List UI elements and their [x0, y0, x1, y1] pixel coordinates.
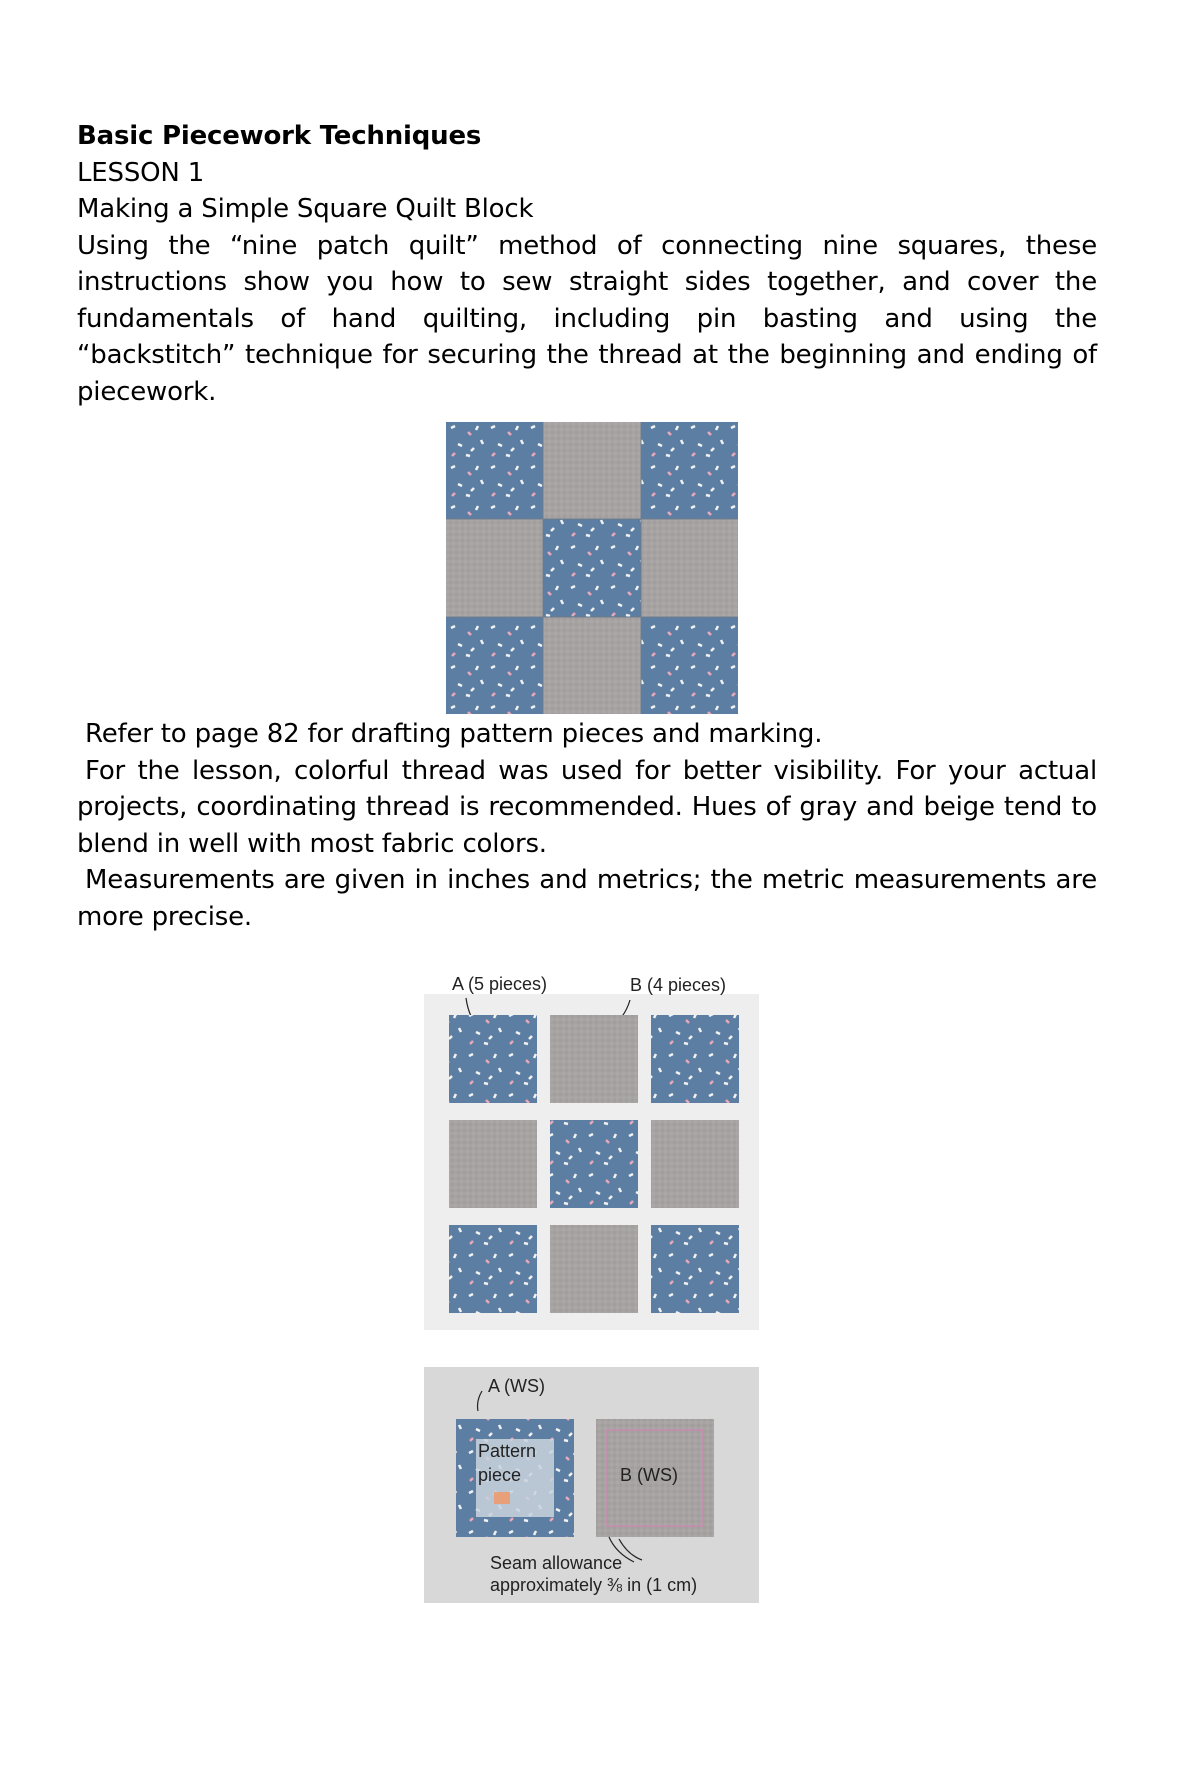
notes-block: [77, 716, 1097, 935]
label-b-ws: B (WS): [620, 1465, 678, 1485]
label-seam-line2: approximately ⅜ in (1 cm): [490, 1575, 698, 1595]
note-thread: For the lesson, colorful thread was used for better visibility. For your actual projects, coordinating thread is recommended. Hues of gray and beige tend to blend in well with most fabric colors.: [77, 755, 1097, 859]
page-title: Basic Piecework Techniques: [77, 121, 482, 151]
label-pattern-line1: Pattern: [478, 1441, 537, 1461]
intro-paragraph: Using the “nine patch quilt” method of connecting nine squares, these instructions show you how to sew straight sides together, and cover the fundamentals of hand quilting, including pin basting and using the “backstitch” technique for securing the thread at the beginning and ending of piecework.: [77, 230, 1097, 407]
note-measurements: Measurements are given in inches and metrics; the metric measurements are more precise.: [77, 865, 1097, 932]
header-block: [77, 118, 1097, 410]
lesson-subtitle: Making a Simple Square Quilt Block: [77, 194, 534, 224]
note-page-reference: Refer to page 82 for drafting pattern pieces and marking.: [85, 719, 823, 749]
label-seam-line1: Seam allowance: [490, 1553, 623, 1573]
label-piece-a: A (5 pieces): [452, 974, 548, 994]
label-piece-b: B (4 pieces): [630, 975, 727, 995]
pattern-piece-figure: [424, 1367, 759, 1603]
label-pattern-line2: piece: [478, 1465, 522, 1485]
lesson-number: LESSON 1: [77, 157, 205, 188]
label-a-ws: A (WS): [488, 1376, 545, 1396]
nine-pieces-figure: [424, 970, 759, 1330]
nine-patch-block-image: [446, 422, 738, 714]
